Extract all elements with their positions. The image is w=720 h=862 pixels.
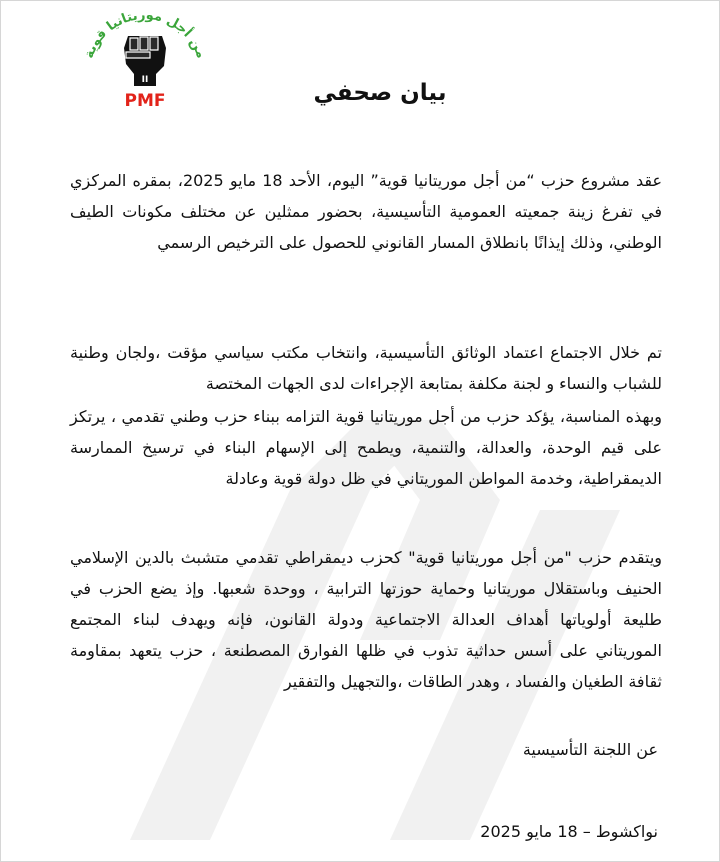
place-date: نواكشوط – 18 مايو 2025 — [480, 822, 658, 841]
paragraph-2: تم خلال الاجتماع اعتماد الوثائق التأسيسية، وانتخاب مكتب سياسي مؤقت ،ولجان وطنية للشباب والنساء و لجنة مكلفة بمتابعة الإجراءات لدى الجهات المختصة — [70, 343, 662, 393]
paragraph-4: ويتقدم حزب "من أجل موريتانيا قوية" كحزب ديمقراطي تقدمي متشبث بالدين الإسلامي الحنيف وباستقلال موريتانيا وحماية حوزتها الترابية ، ووحدة شعبها. وإذ يضع الحزب في طليعة أولوياتها أهداف العدالة الاجتماعية ودولة القانون، فإنه ويهدف لبناء المجتمع الموريتاني على أسس حداثية تذوب في ظلها الفوارق المصطنعة ، حزب يتعهد بمقاومة ثقافة الطغيان والفساد ، وهدر الطاقات ،والتجهيل والتفقير — [70, 548, 662, 691]
paragraph-3: وبهذه المناسبة، يؤكد حزب من أجل موريتانيا قوية التزامه ببناء حزب وطني تقدمي ، يرتكز على قيم الوحدة، والعدالة، والتنمية، ويطمح إلى الإسهام البناء في ترسيخ الممارسة الديمقراطية، وخدمة المواطن الموريتاني في ظل دولة قوية وعادلة — [70, 407, 662, 488]
signature: عن اللجنة التأسيسية — [522, 740, 658, 759]
document-title: بيان صحفي — [313, 80, 447, 106]
raised-fist-icon — [124, 36, 166, 86]
logo-abbr: PMF — [124, 91, 166, 111]
paragraph-1: عقد مشروع حزب “من أجل موريتانيا قوية” اليوم، الأحد 18 مايو 2025، بمقره المركزي في تفرغ زينة جمعيته العمومية التأسيسية، بحضور ممثلين عن مختلف مكونات الطيف الوطني، وذلك إيذانًا بانطلاق المسار القانوني للحصول على الترخيص الرسمي — [70, 171, 663, 252]
fist-mark: II — [141, 75, 149, 85]
logo-arc-text: من أجل موريتانيا قوية — [81, 7, 209, 61]
